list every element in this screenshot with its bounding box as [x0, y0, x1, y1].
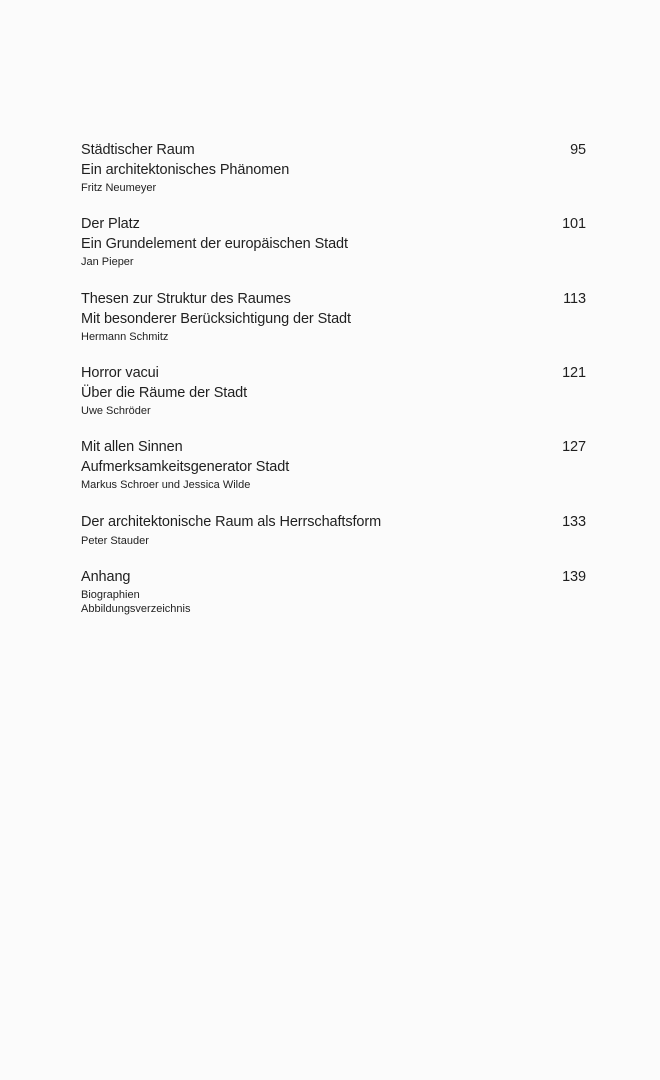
toc-entry: [81, 215, 586, 270]
toc-entry-subtitle: Mit besonderer Berücksichtigung der Stadt: [81, 310, 351, 327]
toc-entry: [81, 513, 586, 549]
toc-entry-page-number: 139: [562, 569, 586, 585]
toc-entry-subitem: Biographien: [81, 588, 140, 601]
toc-entry-author: Jan Pieper: [81, 256, 134, 268]
toc-entry-author: Peter Stauder: [81, 534, 149, 547]
toc-entry-title-row: [81, 364, 586, 384]
toc-entry-title: Thesen zur Struktur des Raumes: [81, 291, 291, 307]
toc-entry-title: Städtischer Raum: [81, 142, 195, 158]
toc-entry-subtitle: Ein architektonisches Phänomen: [81, 161, 290, 178]
toc-entry-subtitle-row: [81, 384, 586, 404]
toc-entry-subtitle-row: [81, 458, 586, 478]
toc-entry-title: Der Platz: [81, 216, 140, 232]
toc-entry-subtitle-row: [81, 161, 586, 181]
toc-entry: [81, 290, 586, 345]
toc-entry-title: Horror vacui: [81, 365, 159, 381]
toc-entry-title-row: [81, 290, 586, 310]
toc-entry-subtitle: Über die Räume der Stadt: [81, 384, 248, 401]
toc-entry-subtitle: Ein Grundelement der europäischen Stadt: [81, 235, 348, 252]
toc-entry-subtitle-row: [81, 310, 586, 330]
toc-entry-title: Der architektonische Raum als Herrschaftsform: [81, 514, 382, 530]
toc-entry-title-row: [81, 568, 586, 588]
toc-entry-author: Fritz Neumeyer: [81, 182, 157, 194]
toc-entry-page-number: 121: [562, 365, 586, 381]
toc-entry-title-row: [81, 438, 586, 458]
toc-entry-page-number: 133: [562, 514, 586, 530]
toc-entry: [81, 438, 586, 493]
toc-entry-subtitle-row: [81, 235, 586, 255]
toc-entry-page-number: 127: [562, 439, 586, 455]
toc-entry-page-number: 113: [563, 291, 586, 307]
toc-entry: [81, 364, 586, 419]
toc-entry: [81, 141, 586, 196]
toc-entry-title: Mit allen Sinnen: [81, 439, 183, 455]
toc-entry-title: Anhang: [81, 569, 131, 585]
toc-entry-author: Uwe Schröder: [81, 405, 151, 417]
toc-entry-subtitle: Aufmerksamkeitsgenerator Stadt: [81, 458, 290, 475]
table-of-contents: [81, 141, 586, 615]
toc-entry-title-row: [81, 513, 586, 533]
toc-entry-page-number: 101: [562, 216, 586, 232]
toc-entry-title-row: [81, 215, 586, 235]
toc-entry-subitem: Abbildungsverzeichnis: [81, 602, 191, 615]
toc-entry-page-number: 95: [570, 142, 586, 158]
toc-entry-author: Hermann Schmitz: [81, 331, 169, 343]
toc-entry-author: Markus Schroer und Jessica Wilde: [81, 479, 251, 491]
toc-entry-title-row: [81, 141, 586, 161]
toc-entry: [81, 568, 586, 616]
